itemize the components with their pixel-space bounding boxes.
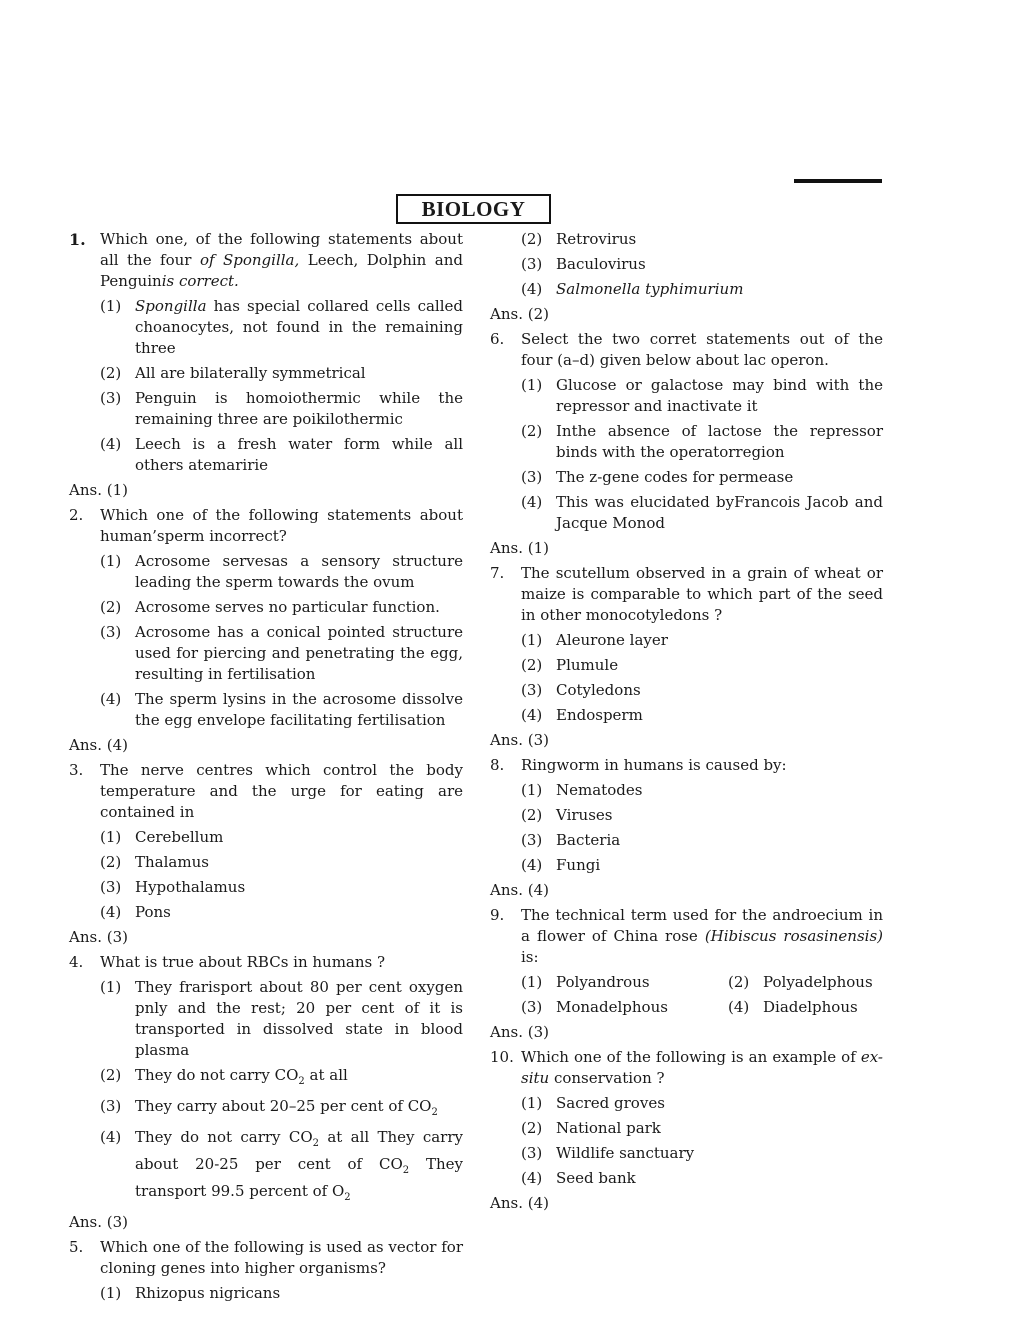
option-number: (4)	[100, 1128, 122, 1146]
answer-option	[490, 1168, 883, 1189]
option-text: Pons	[135, 903, 171, 921]
option-text: They do not carry $CO_2$ at all They carry about 20-25 per cent of $CO_2$ They transport 99.5 percent of $O_2$	[135, 1128, 463, 1203]
question-text: The scutellum observed in a grain of wheat or maize is comparable to which part of the seed in other monocotyledons ?	[521, 564, 883, 624]
answer-key: Ans. (4)	[490, 1194, 549, 1212]
question-text: Which one of the following is used as vector for cloning genes into higher organisms?	[100, 1238, 463, 1277]
question-number: 5.	[69, 1238, 84, 1256]
answer-key: Ans. (4)	[490, 881, 549, 899]
question-text: Which one of the following is an example of ex-situ conservation ?	[521, 1048, 883, 1087]
option-row	[490, 972, 883, 993]
option-number: (3)	[521, 468, 543, 486]
option-text: Inthe absence of lactose the repressor binds with the operatorregion	[556, 422, 883, 461]
option-number: (1)	[100, 828, 122, 846]
option-text: National park	[556, 1119, 661, 1137]
option-text: The sperm lysins in the acrosome dissolve the egg envelope facilitating fertilisation	[135, 690, 463, 729]
option-number: (4)	[100, 903, 122, 921]
answer-option	[490, 1143, 883, 1164]
option-text: Acrosome has a conical pointed structure used for piercing and penetrating the egg, resulting in fertilisation	[135, 623, 463, 683]
option-number: (2)	[521, 656, 543, 674]
section-title: BIOLOGY	[396, 194, 551, 224]
option-number: (2)	[728, 973, 750, 991]
option-text: Viruses	[556, 806, 613, 824]
question	[69, 952, 463, 973]
answer-option	[490, 229, 883, 250]
question-number: 2.	[69, 506, 84, 524]
option-text: Retrovirus	[556, 230, 637, 248]
option-number: (2)	[521, 1119, 543, 1137]
answer-option	[490, 972, 728, 993]
option-number: (1)	[521, 376, 543, 394]
answer-option	[490, 855, 883, 876]
option-number: (3)	[521, 998, 543, 1016]
option-number: (1)	[100, 978, 122, 996]
option-number: (1)	[100, 1284, 122, 1302]
option-text: Plumule	[556, 656, 619, 674]
answer-option	[69, 689, 463, 731]
question-text: What is true about RBCs in humans ?	[100, 953, 386, 971]
option-text: Spongilla has special collared cells called choanocytes, not found in the remaining three	[135, 297, 463, 357]
option-number: (4)	[521, 706, 543, 724]
option-text: Bacteria	[556, 831, 621, 849]
answer-option	[69, 597, 463, 618]
option-number: (4)	[521, 280, 543, 298]
answer-option	[69, 434, 463, 476]
option-number: (3)	[521, 831, 543, 849]
answer-option	[69, 1127, 463, 1208]
answer-option	[728, 997, 943, 1018]
question	[490, 905, 883, 968]
answer-option	[69, 363, 463, 384]
option-number: (1)	[521, 973, 543, 991]
option-text: Hypothalamus	[135, 878, 246, 896]
option-number: (3)	[100, 878, 122, 896]
question-text: Select the two corret statements out of the four (a–d) given below about lac operon.	[521, 330, 883, 369]
question-number: 8.	[490, 756, 505, 774]
option-text: All are bilaterally symmetrical	[135, 364, 366, 382]
option-text: Baculovirus	[556, 255, 646, 273]
answer-option	[490, 655, 883, 676]
answer-key: Ans. (2)	[490, 305, 549, 323]
answer-option	[490, 705, 883, 726]
option-text: They frarisport about 80 per cent oxygen pnly and the rest; 20 per cent of it is transported in dissolved state in blood plasma	[135, 978, 463, 1059]
answer-option	[490, 421, 883, 463]
option-number: (4)	[521, 856, 543, 874]
answer-option	[490, 492, 883, 534]
question-text: The nerve centres which control the body temperature and the urge for eating are contained in	[100, 761, 463, 821]
question-number: 1.	[69, 230, 86, 249]
answer-key: Ans. (4)	[69, 736, 128, 754]
question-number: 9.	[490, 906, 505, 924]
answer-option	[69, 622, 463, 685]
option-text: Polyadelphous	[763, 973, 873, 991]
answer-option	[490, 279, 883, 300]
answer-option	[69, 977, 463, 1061]
answer-option	[69, 852, 463, 873]
option-text: Rhizopus nigricans	[135, 1284, 281, 1302]
option-number: (3)	[100, 623, 122, 641]
answer-option	[490, 1118, 883, 1139]
option-number: (3)	[521, 255, 543, 273]
answer-key: Ans. (3)	[69, 1213, 128, 1231]
option-text: Glucose or galactose may bind with the repressor and inactivate it	[556, 376, 883, 415]
option-text: Wildlife sanctuary	[556, 1144, 695, 1162]
answer-option	[69, 902, 463, 923]
answer-option	[69, 551, 463, 593]
question-text: Which one of the following statements about human’sperm incorrect?	[100, 506, 463, 545]
option-text: Seed bank	[556, 1169, 636, 1187]
option-number: (3)	[100, 389, 122, 407]
option-number: (1)	[521, 1094, 543, 1112]
question-number: 4.	[69, 953, 84, 971]
answer-option	[69, 1096, 463, 1123]
option-number: (2)	[100, 1066, 122, 1084]
answer-option	[490, 254, 883, 275]
answer-option	[69, 1283, 463, 1304]
answer-option	[490, 830, 883, 851]
option-text: Fungi	[556, 856, 601, 874]
option-text: They carry about 20–25 per cent of $CO_2$	[135, 1097, 438, 1118]
question	[69, 229, 463, 292]
option-row	[490, 997, 883, 1018]
option-text: Acrosome servesas a sensory structure leading the sperm towards the ovum	[135, 552, 463, 591]
question	[490, 563, 883, 626]
question	[490, 1047, 883, 1089]
option-number: (1)	[100, 297, 122, 315]
option-number: (1)	[100, 552, 122, 570]
question-number: 3.	[69, 761, 84, 779]
answer-option	[490, 375, 883, 417]
answer-key: Ans. (3)	[490, 731, 549, 749]
right-column	[490, 229, 883, 1214]
option-number: (4)	[728, 998, 750, 1016]
option-number: (2)	[521, 422, 543, 440]
answer-option	[69, 827, 463, 848]
header-rule	[794, 179, 882, 183]
answer-option	[490, 997, 728, 1018]
option-number: (2)	[100, 364, 122, 382]
question-text: The technical term used for the androecium in a flower of China rose (Hibiscus rosasinensis) is:	[521, 906, 884, 966]
question-text: Ringworm in humans is caused by:	[521, 756, 787, 774]
option-text: Sacred groves	[556, 1094, 665, 1112]
option-text: They do not carry $CO_2$ at all	[135, 1066, 348, 1087]
answer-option	[69, 1065, 463, 1092]
option-number: (4)	[521, 1169, 543, 1187]
answer-option	[490, 630, 883, 651]
option-number: (4)	[100, 690, 122, 708]
option-number: (2)	[521, 230, 543, 248]
left-column	[69, 229, 463, 1304]
option-number: (1)	[521, 781, 543, 799]
option-text: Endosperm	[556, 706, 643, 724]
option-text: Polyandrous	[556, 973, 650, 991]
question-number: 6.	[490, 330, 505, 348]
question	[490, 755, 883, 776]
option-number: (1)	[521, 631, 543, 649]
option-number: (3)	[521, 681, 543, 699]
option-number: (2)	[100, 853, 122, 871]
answer-key: Ans. (1)	[69, 481, 128, 499]
option-text: Cerebellum	[135, 828, 224, 846]
option-text: Leech is a fresh water form while all others atemaririe	[135, 435, 463, 474]
answer-key: Ans. (1)	[490, 539, 549, 557]
answer-option	[728, 972, 943, 993]
option-text: The z-gene codes for permease	[556, 468, 794, 486]
question-number: 10.	[490, 1048, 514, 1066]
option-number: (3)	[100, 1097, 122, 1115]
answer-option	[490, 680, 883, 701]
option-number: (4)	[100, 435, 122, 453]
option-text: Thalamus	[135, 853, 209, 871]
option-text: This was elucidated byFrancois Jacob and Jacque Monod	[556, 493, 883, 532]
answer-option	[490, 805, 883, 826]
option-number: (3)	[521, 1144, 543, 1162]
question-text: Which one, of the following statements about all the four of Spongilla, Leech, Dolphin and Penguinis correct.	[100, 230, 463, 290]
question-number: 7.	[490, 564, 505, 582]
option-text: Acrosome serves no particular function.	[135, 598, 440, 616]
answer-option	[69, 877, 463, 898]
answer-option	[69, 388, 463, 430]
option-text: Cotyledons	[556, 681, 641, 699]
question	[69, 760, 463, 823]
option-text: Nematodes	[556, 781, 643, 799]
option-text: Aleurone layer	[556, 631, 668, 649]
answer-option	[490, 467, 883, 488]
question	[490, 329, 883, 371]
option-text: Penguin is homoiothermic while the remaining three are poikilothermic	[135, 389, 463, 428]
answer-option	[490, 780, 883, 801]
answer-option	[69, 296, 463, 359]
option-text: Salmonella typhimurium	[556, 280, 744, 298]
question	[69, 505, 463, 547]
answer-option	[490, 1093, 883, 1114]
option-text: Monadelphous	[556, 998, 668, 1016]
answer-key: Ans. (3)	[490, 1023, 549, 1041]
answer-key: Ans. (3)	[69, 928, 128, 946]
option-number: (4)	[521, 493, 543, 511]
question	[69, 1237, 463, 1279]
option-number: (2)	[100, 598, 122, 616]
option-number: (2)	[521, 806, 543, 824]
option-text: Diadelphous	[763, 998, 858, 1016]
